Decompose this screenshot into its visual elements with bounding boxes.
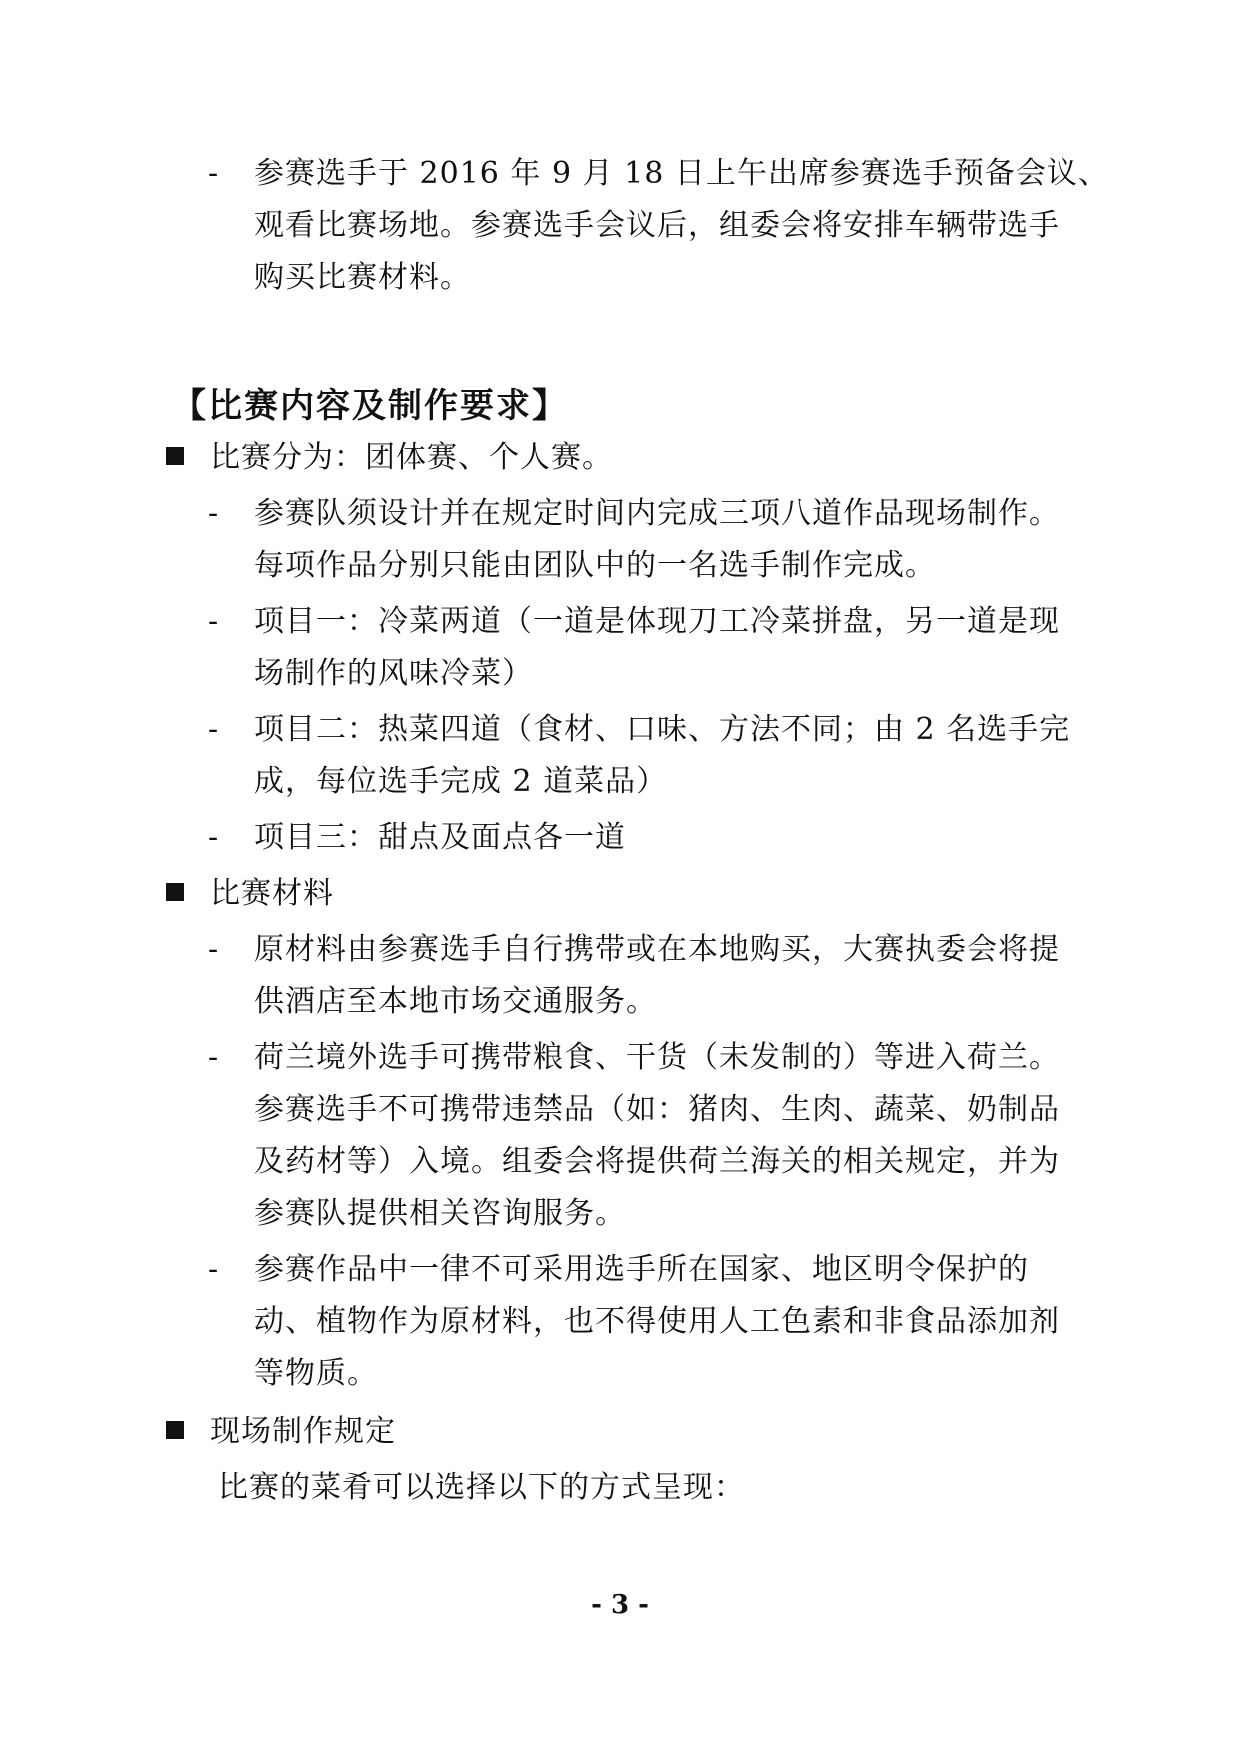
list-item-text [254,704,1080,808]
text-line: 每项作品分别只能由团队中的一名选手制作完成。 [254,548,936,583]
dash-bullet: - [208,1040,219,1075]
list-item [200,596,1080,700]
text-line: 动、植物作为原材料，也不得使用人工色素和非食品添加剂 [254,1304,1060,1339]
section-heading-materials [166,868,1066,920]
dash-bullet: - [208,604,219,639]
square-bullet-icon [166,883,184,901]
text-line: 参赛队提供相关咨询服务。 [254,1196,626,1231]
section-title: 【比赛内容及制作要求】 [172,386,568,426]
intro-list-item [200,148,1109,304]
text-line: 购买比赛材料。 [254,260,471,295]
list-item [200,924,1080,1028]
text-line: 观看比赛场地。参赛选手会议后，组委会将安排车辆带选手 [254,208,1060,243]
square-bullet-icon [166,1421,184,1439]
text-line: 荷兰境外选手可携带粮食、干货（未发制的）等进入荷兰。 [254,1040,1060,1075]
text-line: 及药材等）入境。组委会将提供荷兰海关的相关规定，并为 [254,1144,1060,1179]
list-item [200,1032,1080,1240]
list-item [200,488,1080,592]
dash-bullet: - [208,496,219,531]
text-line: 项目二：热菜四道（食材、口味、方法不同；由 2 名选手完 [254,712,1071,747]
list-item-text [254,1032,1080,1240]
closing-paragraph: 比赛的菜肴可以选择以下的方式呈现： [218,1470,745,1505]
dash-bullet: - [208,1252,219,1287]
text-line: 成，每位选手完成 2 道菜品） [254,764,668,799]
list-item-text [254,1244,1080,1400]
text-line: 参赛选手于 2016 年 9 月 18 日上午出席参赛选手预备会议、 [254,156,1109,191]
text-line: 供酒店至本地市场交通服务。 [254,984,657,1019]
text-line: 场制作的风味冷菜） [254,656,533,691]
text-line: 项目三：甜点及面点各一道 [254,820,626,855]
text-line: 等物质。 [254,1356,378,1391]
list-item [200,704,1080,808]
list-item-text [254,924,1080,1028]
text-line: 原材料由参赛选手自行携带或在本地购买，大赛执委会将提 [254,932,1060,967]
dash-bullet: - [208,712,219,747]
dash-bullet: - [208,932,219,967]
square-bullet-icon [166,447,184,465]
page-number: - 3 - [591,1590,649,1620]
dash-bullet: - [208,156,219,191]
section-label: 比赛材料 [210,876,334,911]
list-item [200,1244,1080,1400]
text-line: 项目一：冷菜两道（一道是体现刀工冷菜拼盘，另一道是现 [254,604,1060,639]
list-item-text [254,488,1080,592]
section-label: 现场制作规定 [210,1414,396,1449]
list-item-text [254,596,1080,700]
list-item-text [254,148,1109,304]
section-label: 比赛分为：团体赛、个人赛。 [210,440,613,475]
text-line: 参赛选手不可携带违禁品（如：猪肉、生肉、蔬菜、奶制品 [254,1092,1060,1127]
section-heading-competition-types [166,432,1066,484]
text-line: 参赛队须设计并在规定时间内完成三项八道作品现场制作。 [254,496,1060,531]
dash-bullet: - [208,820,219,855]
list-item-text [254,812,1080,864]
text-line: 参赛作品中一律不可采用选手所在国家、地区明令保护的 [254,1252,1029,1287]
section-heading-onsite-rules [166,1406,1066,1458]
list-item [200,812,1080,864]
